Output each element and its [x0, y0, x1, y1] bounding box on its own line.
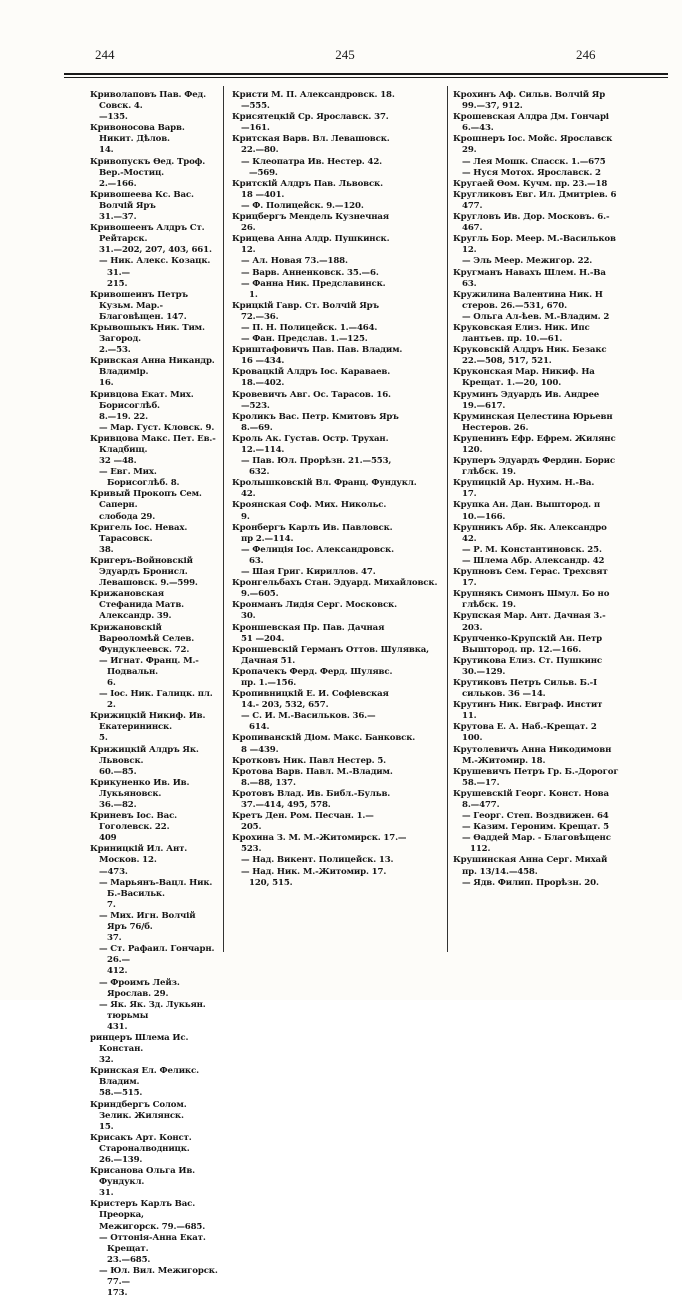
directory-entry: Кривошеинъ Петръ Кузьм. Мар.- Благовѣщен. 147.	[90, 289, 188, 322]
directory-entry: — Нуся Мотох. Ярославск. 2	[462, 167, 601, 178]
directory-entry: Кругликовъ Евг. Ил. Дмитріев. 6 477.	[453, 189, 617, 211]
directory-entry: Крицбергъ Мендель Кузнечная 26.	[232, 212, 389, 234]
directory-entry: — Казим. Героним. Крещат. 5	[462, 822, 609, 833]
directory-entry: Кругль Бор. Меер. М.-Васильков 12.	[453, 234, 616, 256]
page-number-right: 246	[576, 47, 596, 62]
directory-entry: — Іос. Ник. Галицк. пл. 2.	[99, 689, 213, 711]
directory-entry: — Варв. Анненковск. 35.—6.	[241, 267, 379, 278]
directory-entry: Крупченко-Крупскій Ан. Петр Выштород. пр. 12.—166.	[453, 633, 602, 655]
directory-entry: Крупновъ Сем. Герас. Трехсвят 17.	[453, 567, 608, 589]
directory-entry: Кривцова Екат. Мих. Борисоглѣб. 8.—19. 22.	[90, 389, 194, 422]
directory-entry: — Ѳаддей Мар. - Благовѣщенс 112.	[462, 833, 611, 855]
directory-entry: Крутикова Елиз. Ст. Пушкинс 30.—129.	[453, 655, 603, 677]
directory-entry: Крупенинъ Ефр. Ефрем. Жилянс 120.	[453, 433, 616, 455]
directory-entry: Кривцова Макс. Пет. Ев.-Кладбищ. 32 —48.	[90, 433, 216, 467]
directory-entry: Критскій Алдръ Пав. Львовск. 18 —401.	[232, 178, 383, 200]
directory-entry: Кретъ Ден. Ром. Песчан. 1.— 205.	[232, 811, 374, 833]
directory-entry: — Фелиція Іос. Александровск. 63.	[241, 544, 394, 566]
directory-entry: — Фроимъ Лейз. Ярослав. 29.	[99, 977, 180, 999]
text-column-3	[453, 90, 682, 960]
directory-entry: — Эль Меер. Межигор. 22.	[462, 256, 593, 267]
directory-entry: — Георг. Степ. Воздвижен. 64	[462, 811, 609, 822]
directory-entry: Крисятецкій Ср. Ярославск. 37. —161.	[232, 112, 389, 134]
directory-entry: Кругманъ Навахъ Шлем. Н.-Ва 63.	[453, 267, 606, 289]
directory-entry: Кругаей Ѳом. Кучм. пр. 23.—18	[453, 178, 608, 189]
directory-entry: Крушинская Анна Серг. Михай пр. 13/14.—458.	[453, 855, 608, 877]
directory-entry: Крутова Е. А. Наб.-Крещат. 2 100.	[453, 722, 597, 744]
directory-entry: — Шлема Абр. Александр. 42	[462, 555, 605, 566]
directory-entry: Кринская Ел. Феликс. Владим. 58.—515.	[90, 1066, 199, 1099]
directory-entry: Круминъ Эдуардъ Ив. Андрее 19.—617.	[453, 389, 600, 411]
page-number-center: 245	[335, 47, 355, 62]
directory-entry: — Ник. Алекс. Козацк. 31.— 215.	[99, 256, 211, 289]
directory-entry: — Фан. Предслав. 1.—125.	[241, 334, 368, 345]
directory-entry: Кропивницкій Е. И. Софіевская 14.- 203, 532, 657.	[232, 689, 389, 711]
directory-entry: — Над. Викент. Полицейск. 13.	[241, 855, 394, 866]
directory-entry: Круконская Мар. Никиф. На Крещат. 1.—20, 100.	[453, 367, 595, 389]
directory-entry: — Ольга Ал-ѣев. М.-Владим. 2	[462, 311, 610, 322]
directory-entry: Крупицкій Ар. Нухим. Н.-Ва. 17.	[453, 478, 595, 500]
column-divider	[447, 86, 448, 952]
directory-entry: Крушевичъ Петръ Гр. Б.-Дорогог 58.—17.	[453, 766, 619, 788]
directory-entry: Крохина З. М. М.-Житомирск. 17.— 523.	[232, 833, 407, 855]
directory-entry: Кротова Варв. Павл. М.-Владим. 8.—88, 137.	[232, 766, 393, 788]
directory-entry: Криволаповъ Пав. Фед. Совск. 4. —135.	[90, 90, 206, 123]
directory-entry: Критская Варв. Вл. Левашовск. 22.—80.	[232, 134, 390, 156]
directory-entry: Крицева Анна Алдр. Пушкинск. 12.	[232, 234, 390, 256]
directory-entry: Крицкій Гавр. Ст. Волчій Яръ 72.—36.	[232, 300, 379, 322]
directory-entry: Кругловъ Ив. Дор. Московъ. 6.- 467.	[453, 212, 610, 234]
directory-entry: Круковскій Алдръ Ник. Безакс 22.—508, 517, 521.	[453, 345, 607, 367]
directory-entry: Кригель Іос. Невах. Тарасовск. 38.	[90, 522, 188, 555]
directory-entry: Криcанова Ольга Ив. Фундукл. 31.	[90, 1166, 195, 1199]
directory-entry: Крупнякъ Симонъ Шмул. Бо но глѣбск. 19.	[453, 589, 610, 611]
directory-entry: Круковская Елиз. Ник. Ипс лантьев. пр. 10.—61.	[453, 322, 590, 345]
directory-entry: — Р. М. Константиновск. 25.	[462, 544, 602, 555]
directory-entry: Круминская Целестина Юрьевн Нестеров. 26.	[453, 411, 613, 433]
directory-entry: Кривоносова Варв. Никит. Дѣлов. 14.	[90, 123, 185, 156]
directory-entry: Крушевскій Георг. Конст. Нова 8.—477.	[453, 788, 609, 810]
directory-entry: — Клеопатра Ив. Нестер. 42. —569.	[241, 156, 382, 178]
header-rule-thin	[64, 77, 668, 78]
directory-entry: Кроншевскій Германъ Оттов. Шулявка, Дачная 51.	[232, 644, 430, 666]
text-column-2	[232, 90, 442, 960]
directory-entry: Крутинъ Ник. Евграф. Инстит 11.	[453, 700, 603, 722]
directory-entry: Крижицкій Алдръ Як. Львовск. 60.—85.	[90, 744, 199, 777]
directory-entry: — Лея Мошк. Спасск. 1.—675	[462, 156, 606, 167]
directory-entry: Кружилина Валентина Ник. Н стеров. 26.—531, 670.	[453, 289, 603, 311]
directory-entry: — Ядв. Филип. Прорѣзн. 20.	[462, 877, 599, 888]
directory-entry: — Пав. Юл. Прорѣзн. 21.—553, 632.	[241, 456, 392, 478]
directory-entry: — Ф. Полицейск. 9.—120.	[241, 200, 364, 211]
directory-entry: — Ст. Рафаил. Гончарн. 26.— 412.	[99, 944, 215, 977]
directory-entry: Крижицкій Никиф. Ив. Екатерининск. 5.	[90, 711, 206, 744]
directory-entry: — Игнат. Франц. М.-Подвальн. 6.	[99, 655, 199, 688]
directory-entry: Кропиванскій Діом. Макс. Банковск. 8 —439.	[232, 733, 416, 755]
directory-entry: — С. И. М.-Васильков. 36.— 614.	[241, 711, 376, 733]
directory-entry: Кровевичъ Авг. Ос. Тарасов. 16. —523.	[232, 389, 391, 411]
header-rule-thick	[64, 73, 668, 75]
directory-entry: — Евг. Мих. Борисоглѣб. 8.	[99, 467, 180, 489]
directory-entry: Крикуненко Ив. Ив. Лукьяновск. 36.—82.	[90, 777, 190, 810]
directory-entry: Кротовъ Влад. Ив. Библ.-Бульв. 37.—414, 495, 578.	[232, 788, 391, 810]
directory-entry: — Як. Як. Зд. Лукьян. тюрьмы 431.	[99, 999, 206, 1032]
directory-entry: Крутолевичъ Анна Никодимовн М.-Житомир. 18.	[453, 744, 612, 766]
directory-entry: Кронгельбахъ Стан. Эдуард. Михайловск. 9.—605.	[232, 578, 438, 600]
directory-entry: — Мих. Игн. Волчій Яръ 76/б. 37.	[99, 910, 196, 944]
directory-entry: Крижановская Стефанида Матв. Александр. 39.	[90, 589, 185, 622]
directory-entry: Крижановскій Варѳоломѣй Селев. Фундуклеевск. 72.	[90, 622, 195, 655]
directory-entry: Крошнеръ Іос. Мойс. Ярославск 29.	[453, 134, 613, 156]
directory-entry: — Фанна Ник. Предславинск. 1.	[241, 278, 386, 300]
directory-entry: Кротковъ Ник. Павл Нестер. 5.	[232, 755, 386, 766]
directory-entry: ринцеръ Шлема Ис. Констан. 32.	[90, 1032, 189, 1066]
directory-entry: — Юл. Вил. Межигорск. 77.— 173.	[99, 1265, 218, 1299]
directory-entry: Криндбергъ Солом. Зелик. Жилянск. 15.	[90, 1099, 187, 1132]
directory-entry: Криштафовичъ Пав. Пав. Владим. 16 —434.	[232, 345, 403, 367]
directory-entry: Крывошыкъ Ник. Тим. Загород. 2.—53.	[90, 322, 205, 356]
directory-entry: Крисакъ Арт. Конст. Староналводницк. 26.—139.	[90, 1132, 192, 1165]
directory-entry: Кроншевская Пр. Пав. Дачная 51 —204.	[232, 622, 385, 644]
directory-entry: Кронбергъ Карлъ Ив. Павловск. пр 2.—114.	[232, 522, 393, 544]
directory-entry: Кригеръ-Войновскій Эдуардъ Бронисл. Левашовск. 9.—599.	[90, 555, 198, 589]
directory-entry: — Оттонія-Анна Екат. Крещат. 23.—685.	[99, 1232, 206, 1265]
directory-entry: Крохинъ Аф. Сильв. Волчій Яр 99.—37, 912.	[453, 90, 606, 112]
column-divider	[223, 86, 224, 952]
text-column-1	[90, 90, 218, 1299]
directory-entry: — Ал. Новая 73.—188.	[241, 256, 348, 267]
directory-entry: Кронманъ Лидія Серг. Московск. 30.	[232, 600, 397, 622]
directory-entry: Крупка Ан. Дан. Выштород. п 10.—166.	[453, 500, 601, 522]
directory-entry: Кропачекъ Ферд. Ферд. Шулявс. пр. 1.—156.	[232, 666, 393, 688]
directory-entry: Кристи М. П. Александровск. 18. —555.	[232, 90, 395, 112]
directory-entry: Крупникъ Абр. Як. Александро 42.	[453, 522, 607, 544]
directory-entry: Кроль Ак. Густав. Остр. Трухан. 12.—114.	[232, 433, 389, 455]
directory-entry: — Мар. Густ. Кловск. 9.	[99, 422, 215, 433]
directory-entry: Кривый Прокопъ Сем. Саперн. слобода 29.	[90, 489, 202, 522]
page-number-left: 244	[95, 47, 115, 62]
directory-entry: Кривошеева Кс. Вас. Волчій Яръ 31.—37.	[90, 189, 194, 223]
directory-entry: Кривопускъ Ѳед. Троф. Вер.-Мостиц. 2.—166.	[90, 156, 206, 189]
directory-entry: Кроликъ Вас. Петр. Кмитовъ Яръ 8.—69.	[232, 411, 399, 433]
directory-entry: Кровацкій Алдръ Іос. Караваев. 18.—402.	[232, 367, 391, 389]
directory-entry: Крутиковъ Петръ Сильв. Б.-І сильков. 36 —14.	[453, 677, 597, 700]
directory-entry: Криницкій Ил. Ант. Москов. 12. —473.	[90, 844, 188, 877]
directory-entry: Кривская Анна Никандр. Владимір. 16.	[90, 356, 215, 389]
directory-entry: Кролышковскій Вл. Франц. Фундукл. 42.	[232, 478, 417, 500]
directory-entry: Кривошеенъ Алдръ Ст. Рейтарск. 31.—202, 207, 403, 661.	[90, 223, 212, 256]
directory-entry: Крупская Мар. Ант. Дачная 3.- 203.	[453, 611, 606, 633]
directory-entry: Крошевская Алдра Дм. Гончарі 6.—43.	[453, 112, 609, 134]
directory-entry: — Шая Григ. Кириллов. 47.	[241, 567, 376, 578]
directory-entry: — П. Н. Полицейск. 1.—464.	[241, 322, 378, 333]
directory-entry: — Над. Ник. М.-Житомир. 17. 120, 515.	[241, 866, 387, 888]
directory-entry: Криневъ Іос. Вас. Гоголевск. 22. 409	[90, 811, 177, 844]
directory-entry: Кроянская Соф. Мих. Никольс. 9.	[232, 500, 387, 522]
directory-entry: Кристеръ Карлъ Вас. Преорка, Межигорск. 79.—685.	[90, 1199, 206, 1232]
directory-entry: — Марьянъ-Вацл. Ник. Б.-Васильк. 7.	[99, 877, 213, 910]
directory-entry: Круперъ Эдуардъ Фердин. Борис глѣбск. 19.	[453, 456, 615, 478]
